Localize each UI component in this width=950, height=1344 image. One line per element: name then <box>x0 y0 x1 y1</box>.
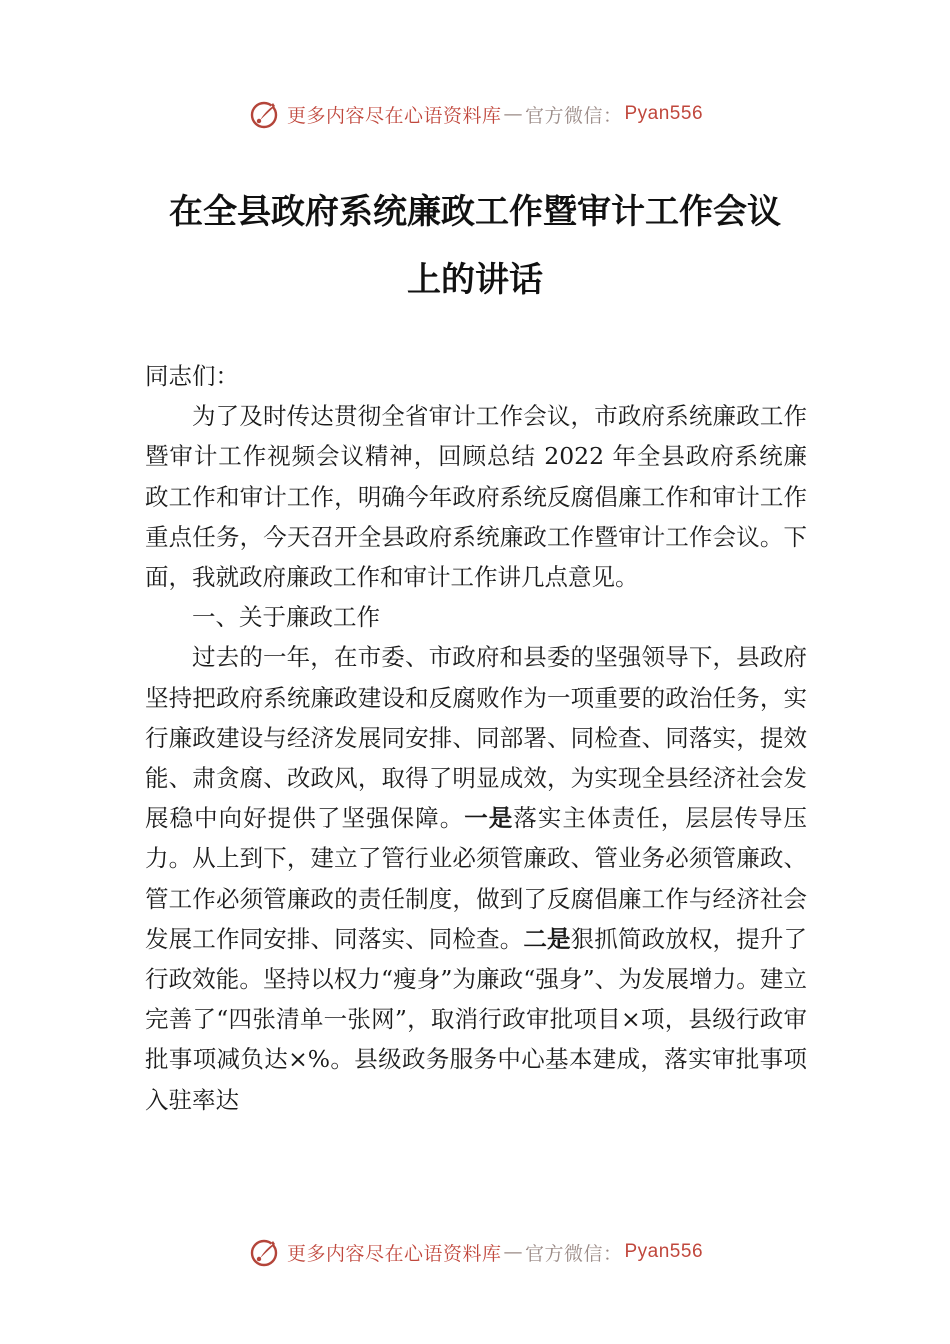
intro-paragraph: 为了及时传达贯彻全省审计工作会议，市政府系统廉政工作暨审计工作视频会议精神，回顾总结 2022 年全县政府系统廉政工作和审计工作，明确今年政府系统反腐倡廉工作和审计工作重点任务，今天召开全县政府系统廉政工作暨审计工作会议。下面，我就政府廉政工作和审计工作讲几点意见。 <box>145 402 807 592</box>
wechat-id: Pyan556 <box>624 103 704 124</box>
review-intro-text: 过去的一年，在市委、市政府和县委的坚强领导下，县政府坚持把政府系统廉政建设和反腐败作为一项重要的政治任务，实行廉政建设与经济发展同安排、同部署、同检查、同落实，提效能、肃贪腐、改政风，取得了明显成效，为实现全县经济社会发展稳中向好提供了坚强保障。 <box>145 643 807 833</box>
footer-banner <box>0 1232 950 1272</box>
review-paragraph <box>145 637 807 1119</box>
library-promo-text: 更多内容尽在心语资料库 <box>286 104 502 127</box>
point-2-label: 二是 <box>523 924 571 953</box>
footer-wechat-label: 官方微信： <box>524 1242 623 1265</box>
document-title <box>110 178 840 314</box>
point-1-label: 一是 <box>464 804 514 833</box>
salutation: 同志们： <box>145 362 239 390</box>
section-heading-1: 一、关于廉政工作 <box>192 603 380 632</box>
point-2-text: 狠抓简政放权，提升了行政效能。坚持以权力“瘦身”为廉政“强身”、为发展增力。建立完善了“四张清单一张网”，取消行政审批项目×项，县级行政审批事项减负达×%。县级政务服务中心基本建成，落实审批事项入驻率达 <box>145 924 808 1114</box>
footer-banner-dash: — <box>503 1241 523 1263</box>
footer-library-promo-text: 更多内容尽在心语资料库 <box>286 1242 502 1265</box>
footer-wechat-id: Pyan556 <box>624 1241 704 1262</box>
point-1-text: 落实主体责任，层层传导压力。从上到下，建立了管行业必须管廉政、管业务必须管廉政、管工作必须管廉政的责任制度，做到了反腐倡廉工作与经济社会发展工作同安排、同落实、同检查。 <box>145 804 808 953</box>
document-body <box>145 356 807 1120</box>
wechat-label: 官方微信： <box>524 104 623 127</box>
header-banner <box>0 94 950 134</box>
banner-dash: — <box>503 103 523 125</box>
xinyu-quill-logo-icon <box>247 97 281 131</box>
xinyu-quill-logo-icon <box>247 1235 281 1269</box>
title-line-1: 在全县政府系统廉政工作暨审计工作会议 <box>169 192 781 232</box>
title-line-2: 上的讲话 <box>407 260 543 300</box>
